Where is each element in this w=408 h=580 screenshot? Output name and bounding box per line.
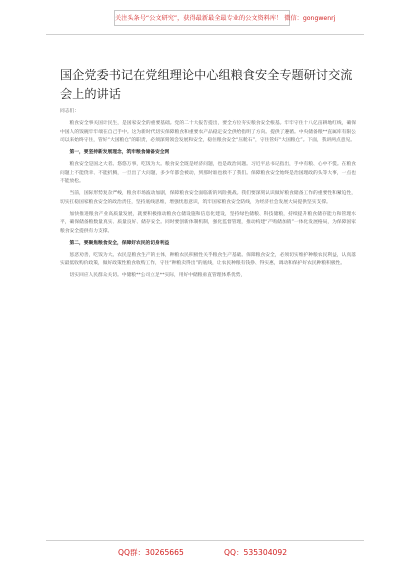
document-body (60, 108, 356, 284)
paragraph: 切实回应人民群众关切。中储粮**公司立足**实际，用好中储粮垂直管理体系优势， (69, 273, 246, 278)
qq-group-number: QQ群：30265665 (118, 548, 184, 557)
qq-number: QQ：535304092 (224, 548, 288, 557)
paragraph: 惩恶劝善，吃饭为大。农民是粮食生产的主体，种粮农民积极性关乎粮食生产基础。保障粮食安全，必须切实维护种粮农民利益，认真落实最低收购价政策，做好政策性粮食收购工作，守住“种粮卖得出”的底线，让农民种粮有钱挣、得实惠，调动和保护好农民种粮积极性。 (60, 252, 356, 267)
footer (0, 546, 408, 560)
subheading: 第二，要聚焦粮食安全，保障好农民的切身利益 (69, 240, 170, 246)
bottom-divider (46, 540, 364, 541)
top-banner: 关注头条号“公文研究”，获得最新最全最专业的公文资料库！ 微信：gongwenrj (114, 10, 290, 26)
paragraph: 加快推进粮食产业高质量发展，就要积极推动粮食仓储设施和信息化建设，坚持绿色储粮、科技储粮，持续提升粮食储存能力和管理水平，确保储备粮数量真实、质量良好、储存安全。同时要创新体制机制，强化监督管理，推动构建“产购储加销”一体化发展格局，为保障国家粮食安全提供有力支撑。 (60, 211, 356, 234)
paragraph: 粮食安全是国之大者。悠悠万事，吃饭为大。粮食安全既是经济问题，也是政治问题。习近平总书记指出，手中有粮、心中不慌。在粮食问题上不能侥幸、不能折腾，一旦出了大问题，多少年都会被动，到那时谁也救不了我们。保障粮食安全始终是治国理政的头等大事，一点也不能放松。 (60, 161, 356, 185)
paragraph: 粮食安全事关国计民生，是国家安全的重要基础。党的二十大报告提出，要全方位夯实粮食安全根基。牢牢守住十八亿亩耕地红线，确保中国人的饭碗牢牢端在自己手中。这为新时代切实保障粮食和重要农产品稳定安全供给指明了方向。提供了遵循。中央储备粮**直属库有限公司以来始终守住，管好“大国粮仓”的职责，必须深刻领会发展和安全，稳住粮食安全“压舱石”，守住管好“大国粮仓”。下面，我讲两点意见。 (60, 120, 356, 144)
subheading: 第一，要坚持新发展理念，筑牢粮食储备安全网 (69, 150, 170, 155)
paragraph: 当前，国际形势复杂严峻，粮食市场波动加剧，保障粮食安全面临新的风险挑战。我们要深刻认识做好粮食储备工作的重要性和紧迫性，切实扛稳国家粮食安全的政治责任，坚持底线思维，增强忧患意识，筑牢国家粮食安全防线，为经济社会发展大局提供坚实支撑。 (60, 191, 356, 205)
greeting: 同志们： (60, 109, 80, 114)
page-title: 国企党委书记在党组理论中心组粮食安全专题研讨交流会上的讲话 (60, 68, 353, 101)
top-divider (46, 34, 364, 35)
